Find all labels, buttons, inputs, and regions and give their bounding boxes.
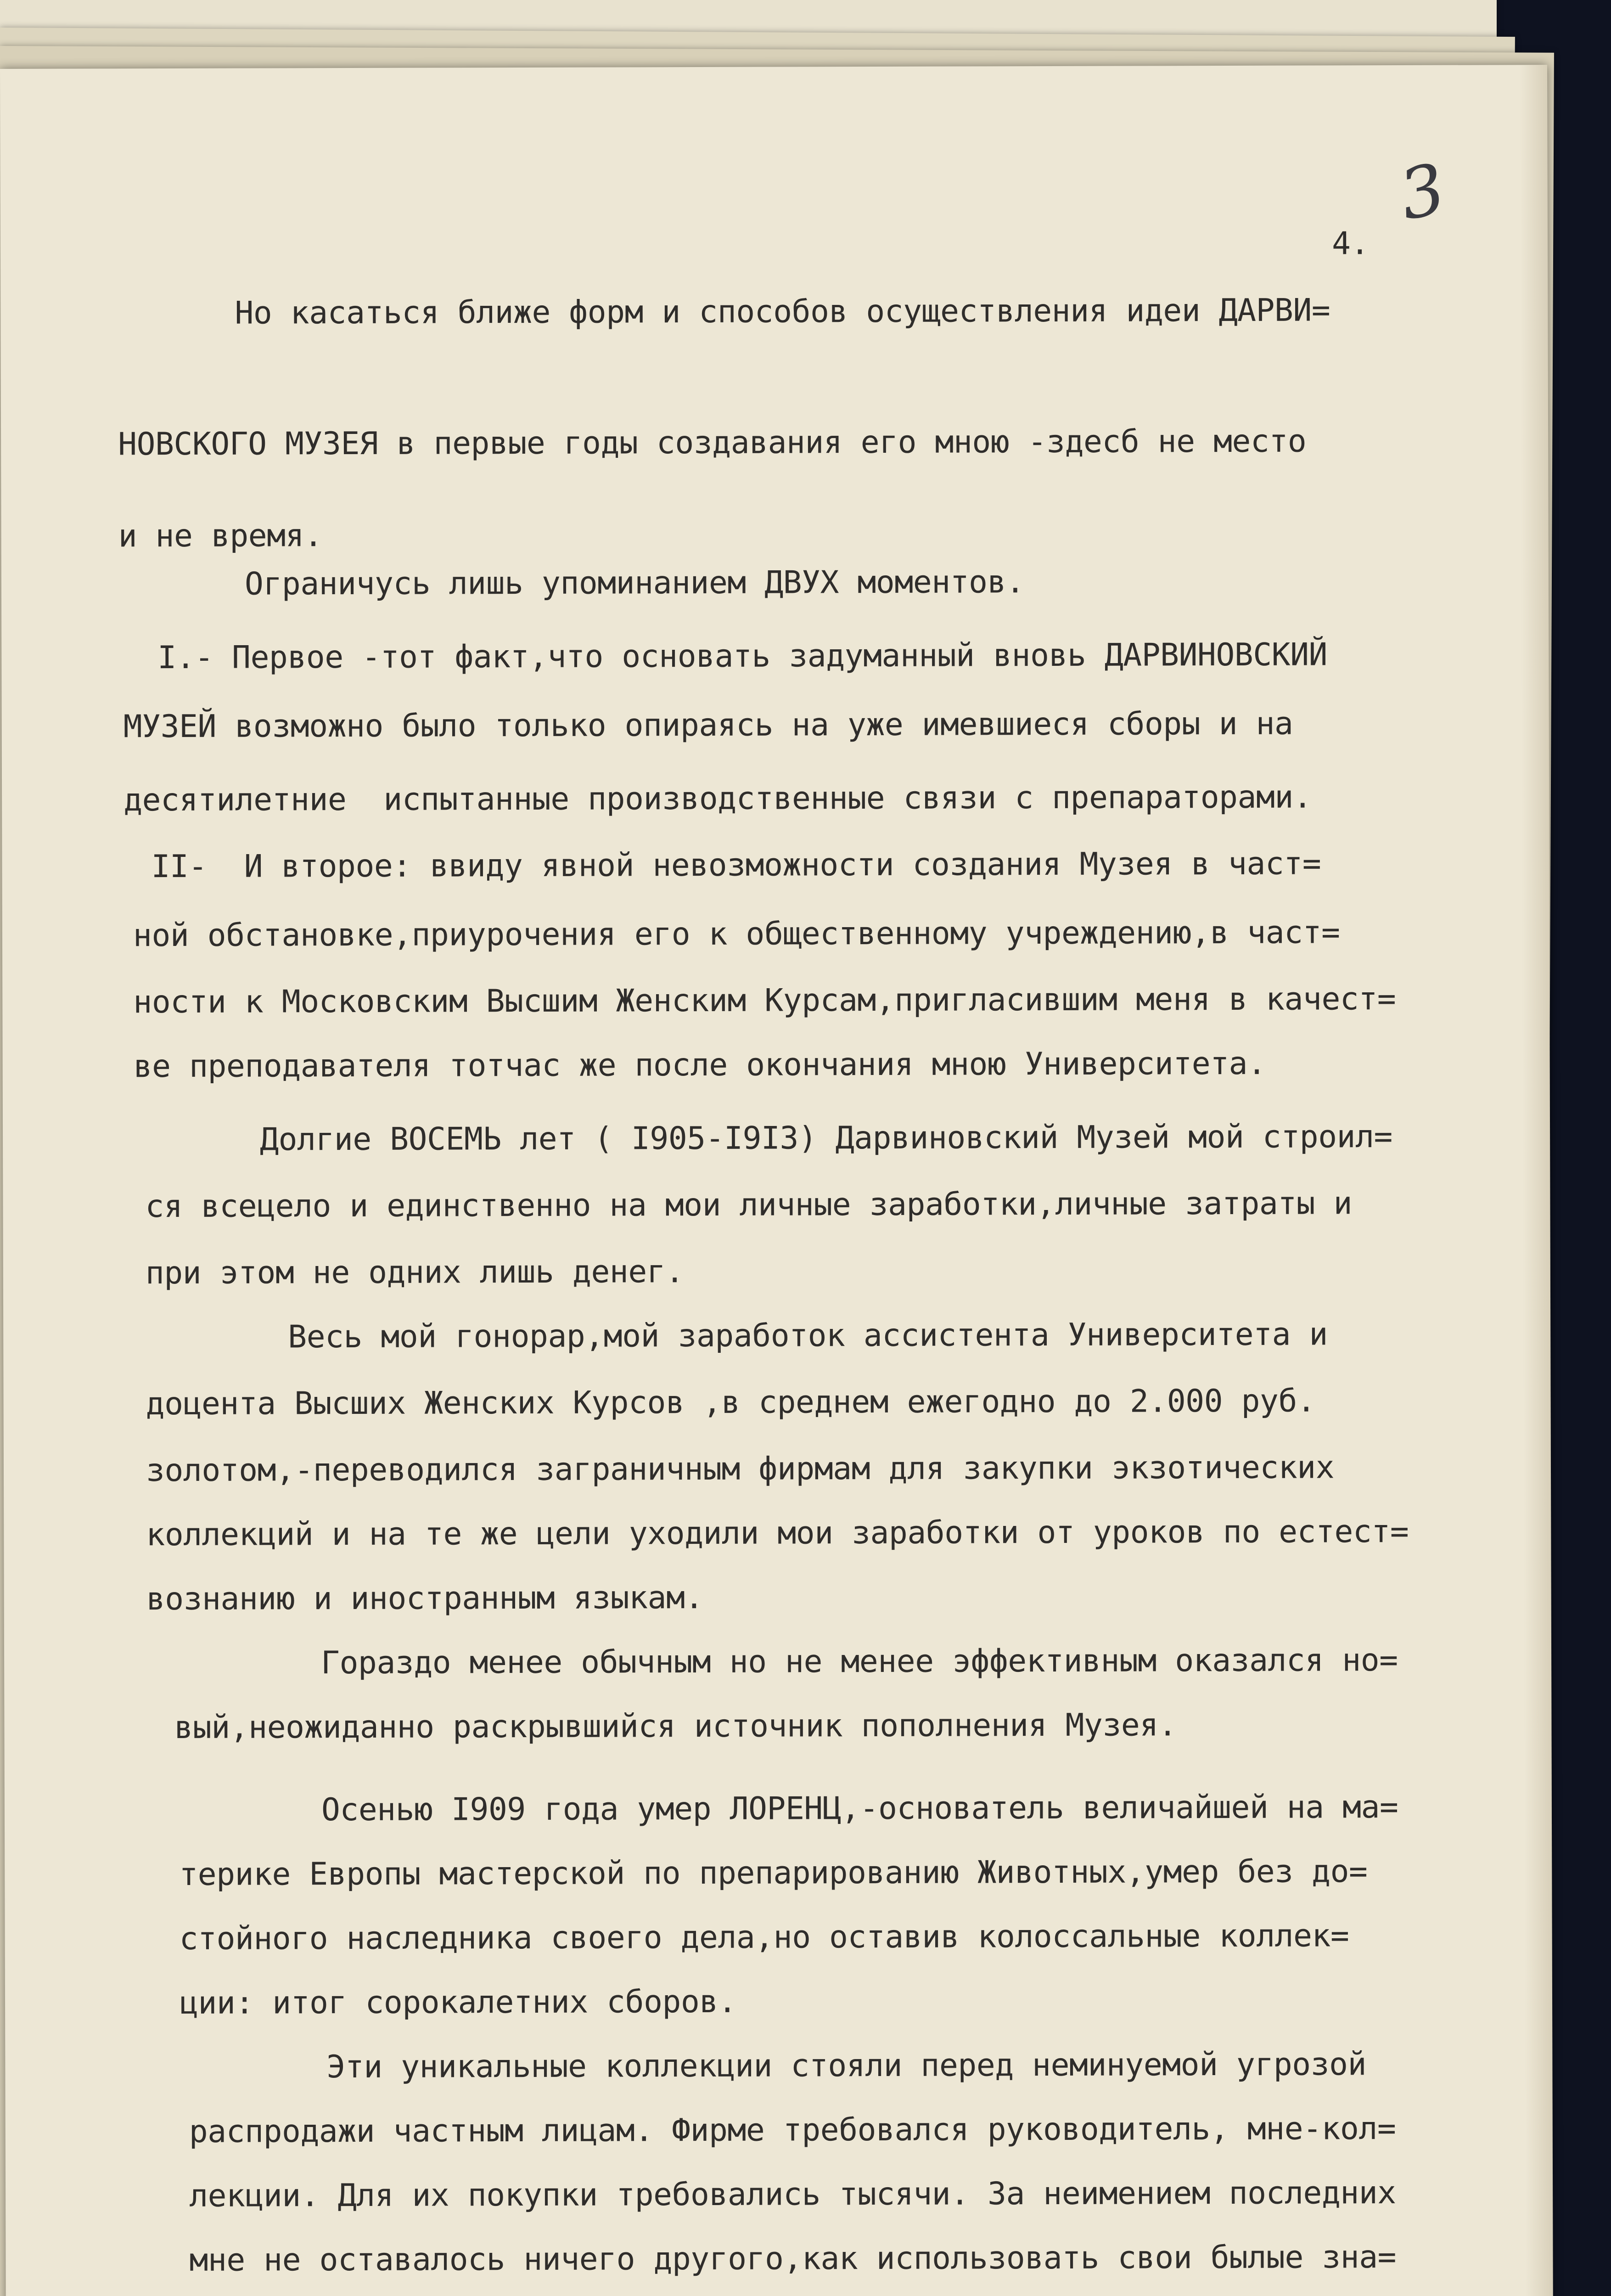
text-line: коллекций и на те же цели уходили мои заработки от уроков по естест= <box>146 1513 1409 1553</box>
text-line: ции: итог сорокалетних сборов. <box>179 1983 737 2021</box>
text-line: Весь мой гонорар,мой заработок ассистента Университета и <box>288 1316 1328 1356</box>
text-line: Но касаться ближе форм и способов осуществления идеи ДАРВИ= <box>235 292 1330 332</box>
text-line: Гораздо менее обычным но не менее эффективным оказался но= <box>320 1642 1398 1682</box>
text-line: НОВСКОГО МУЗЕЯ в первые годы создавания его мною -здесб не место <box>118 423 1307 463</box>
text-line: терике Европы мастерской по препарированию Животных,умер без до= <box>179 1853 1368 1893</box>
text-line: стойного наследника своего дела,но оставив колоссальные коллек= <box>179 1918 1349 1957</box>
handwritten-folio-number: 3 <box>1392 148 1453 236</box>
typed-page <box>0 65 1553 2296</box>
text-line: ве преподавателя тотчас же после окончания мною Университета. <box>133 1045 1266 1085</box>
text-line: Осенью I909 года умер ЛОРЕНЦ,-основатель величайшей на ма= <box>321 1789 1398 1829</box>
text-line: вый,неожиданно раскрывшийся источник пополнения Музея. <box>174 1707 1177 1746</box>
text-line: ной обстановке,приурочения его к общественному учреждению,в част= <box>133 914 1340 954</box>
text-line: золотом,-переводился заграничным фирмам для закупки экзотических <box>146 1449 1335 1489</box>
text-line: Ограничусь лишь упоминанием ДВУХ моментов. <box>244 564 1025 602</box>
text-line: Эти уникальные коллекции стояли перед неминуемой угрозой <box>326 2046 1367 2086</box>
text-line: Долгие ВОСЕМЬ лет ( I905-I9I3) Дарвиновский Музей мой строил= <box>260 1119 1393 1158</box>
text-line: мне не оставалось ничего другого,как использовать свои былые зна= <box>189 2239 1397 2279</box>
text-line: доцента Высших Женских Курсов ,в среднем ежегодно до 2.000 руб. <box>146 1383 1316 1423</box>
text-line: лекции. Для их покупки требовались тысячи. За неимением последних <box>189 2175 1396 2214</box>
text-line: вознанию и иностранным языкам. <box>146 1580 704 1618</box>
text-line: ся всецело и единственно на мои личные заработки,личные затраты и <box>145 1185 1353 1225</box>
text-line: распродажи частным лицам. Фирме требовался руководитель, мне-кол= <box>189 2110 1396 2150</box>
text-line: МУЗЕЙ возможно было только опираясь на уже имевшиеся сборы и на <box>123 705 1293 745</box>
text-line: при этом не одних лишь денег. <box>145 1254 684 1292</box>
text-line: ности к Московским Высшим Женским Курсам,пригласившим меня в качест= <box>133 981 1396 1021</box>
page-number: 4. <box>1331 225 1370 262</box>
text-line: и не время. <box>118 518 323 555</box>
text-line: десятилетние испытанные производственные связи с препараторами. <box>123 779 1312 819</box>
text-line: I.- Первое -тот факт,что основать задуманный вновь ДАРВИНОВСКИЙ <box>157 636 1328 676</box>
text-line: II- И второе: ввиду явной невозможности создания Музея в част= <box>151 845 1321 885</box>
